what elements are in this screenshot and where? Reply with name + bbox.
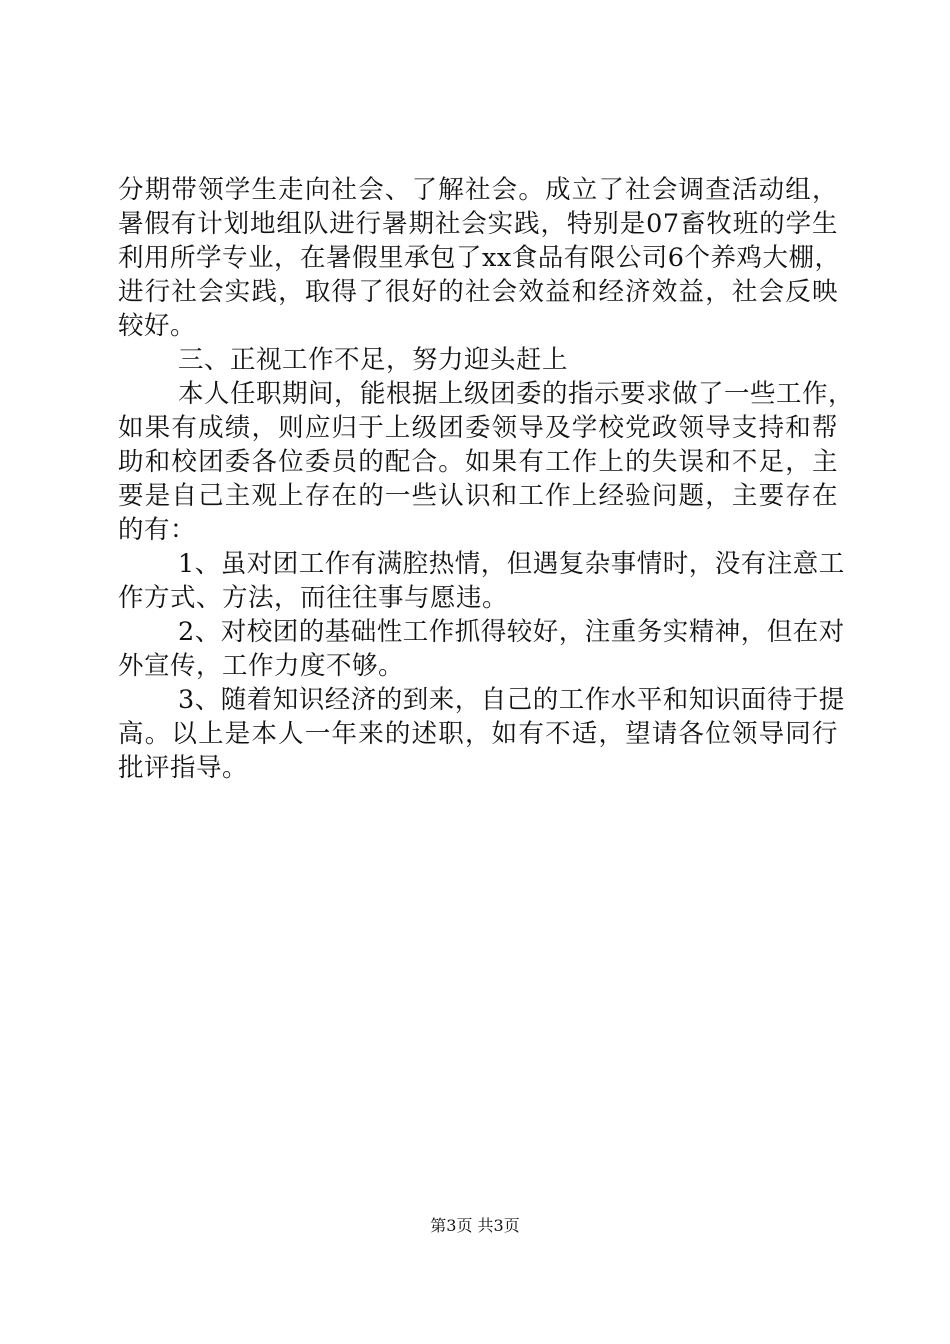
paragraph-line: 暑假有计划地组队进行暑期社会实践，特别是07畜牧班的学生 [118,209,838,239]
paragraph-line: 本人任职期间，能根据上级团委的指示要求做了一些工作， [178,379,855,409]
paragraph-line: 的有： [118,515,197,545]
list-item-line: 作方式、方法，而往往事与愿违。 [118,583,509,613]
paragraph-line: 较好。 [118,311,197,341]
paragraph-line: 利用所学专业，在暑假里承包了xx食品有限公司6个养鸡大棚， [118,243,841,273]
list-item-line: 3、随着知识经济的到来，自己的工作水平和知识面待于提 [178,685,845,715]
paragraph-line: 要是自己主观上存在的一些认识和工作上经验问题，主要存在 [118,481,838,511]
paragraph-line: 助和校团委各位委员的配合。如果有工作上的失误和不足，主 [118,447,838,477]
page-number-footer: 第3页 共3页 [430,1216,520,1235]
paragraph-line: 分期带领学生走向社会、了解社会。成立了社会调查活动组， [118,175,838,205]
section-heading: 三、正视工作不足，努力迎头赶上 [178,345,569,375]
list-item-line: 1、虽对团工作有满腔热情，但遇复杂事情时，没有注意工 [178,549,845,579]
list-item-line: 高。以上是本人一年来的述职，如有不适，望请各位领导同行 [118,719,838,749]
paragraph-line: 如果有成绩，则应归于上级团委领导及学校党政领导支持和帮 [118,413,838,443]
list-item-line: 2、对校团的基础性工作抓得较好，注重务实精神，但在对 [178,617,845,647]
paragraph-line: 进行社会实践，取得了很好的社会效益和经济效益，社会反映 [118,277,838,307]
list-item-line: 批评指导。 [118,753,249,783]
list-item-line: 外宣传，工作力度不够。 [118,651,405,681]
